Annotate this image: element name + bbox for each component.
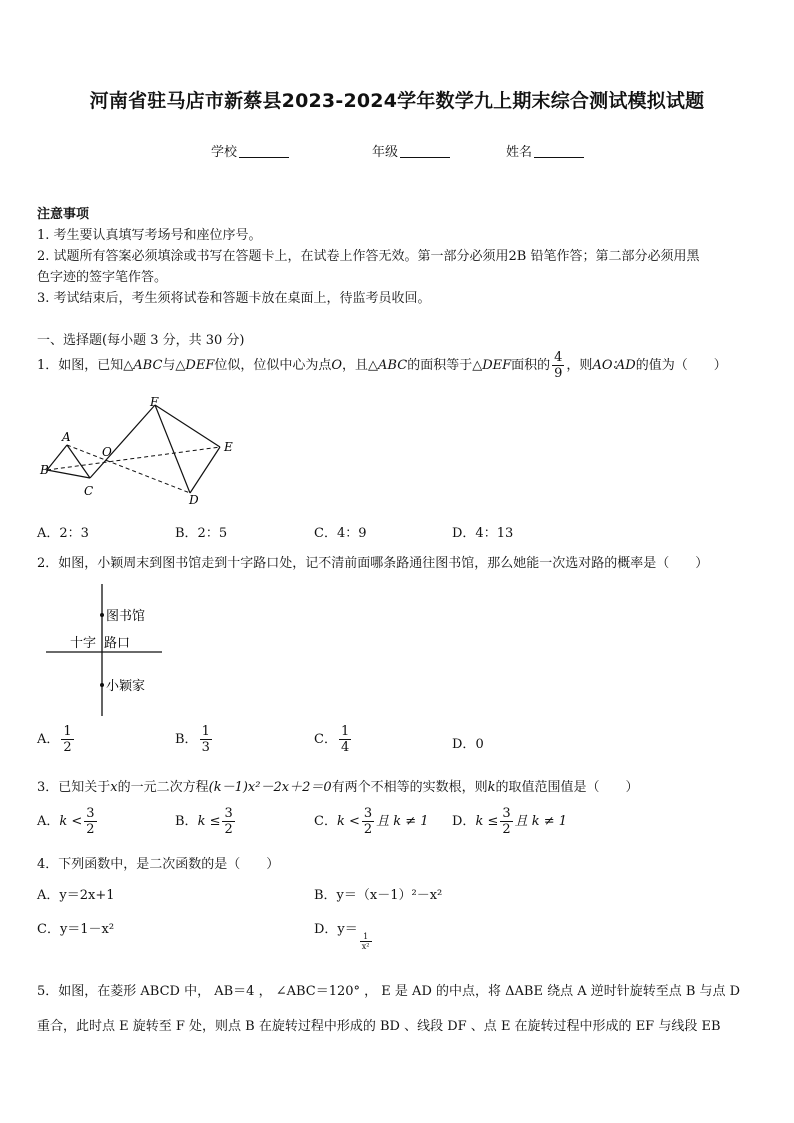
- note-3: 3. 考试结束后，考生须将试卷和答题卡放在桌面上，待监考员收回。: [37, 291, 431, 306]
- question-3: 3．已知关于x的一元二次方程(k－1)x²－2x＋2＝0有两个不相等的实数根，则k的取值范围值是（ ）: [37, 780, 639, 795]
- label-D: D: [189, 493, 199, 507]
- grade-field[interactable]: [372, 141, 450, 160]
- q1-option-a[interactable]: A．2：3: [37, 526, 89, 541]
- question-4: 4．下列函数中，是二次函数的是（ ）: [37, 857, 280, 872]
- q3-option-b[interactable]: B．k ≤ $\frac{3}{2}$: [175, 806, 233, 837]
- q2-option-a[interactable]: A． $\frac{1}{2}$: [37, 724, 72, 755]
- note-2: 2. 试题所有答案必须填涂或书写在答题卡上，在试卷上作答无效。第一部分必须用2B 铅笔作答；第二部分必须用黑: [37, 249, 700, 264]
- q4-option-c[interactable]: C．y＝1－x²: [37, 922, 115, 937]
- fraction-4-9: $\frac{4}{9}$: [554, 350, 563, 381]
- label-E: E: [224, 440, 233, 454]
- name-blank[interactable]: [534, 144, 584, 158]
- label-F: F: [150, 395, 159, 409]
- section-heading: 一、选择题(每小题 3 分，共 30 分): [37, 333, 245, 348]
- name-label: 姓名: [506, 145, 533, 160]
- label-A: A: [62, 430, 71, 444]
- q1-option-c[interactable]: C．4：9: [314, 526, 367, 541]
- q1-figure: [30, 390, 250, 510]
- question-5-line-2: 重合，此时点 E 旋转至 F 处，则点 B 在旋转过程中形成的 BD 、线段 DF 、点 E 在旋转过程中形成的 EF 与线段 EB: [37, 1019, 721, 1034]
- q4-option-a[interactable]: A．y＝2x+1: [37, 888, 115, 903]
- school-blank[interactable]: [239, 144, 289, 158]
- note-2-cont: 色字迹的签字笔作答。: [37, 270, 168, 285]
- name-field[interactable]: [506, 141, 584, 160]
- question-1: 1．如图，已知△ABC与△DEF位似，位似中心为点O，且△ABC的面积等于△DEF面积的 $\frac{4}{9}$ ，则AO∶AD的值为（ ）: [37, 350, 727, 381]
- label-C: C: [84, 484, 94, 498]
- q1-option-d[interactable]: D．4：13: [452, 526, 514, 541]
- note-1: 1. 考生要认真填写考场号和座位序号。: [37, 228, 262, 243]
- q2-option-b[interactable]: B． $\frac{1}{3}$: [175, 724, 210, 755]
- q3-option-c[interactable]: C．k < $\frac{3}{2}$ 且 k ≠ 1: [314, 806, 429, 837]
- crossroad-right-label: 路口: [104, 636, 131, 651]
- library-label: 图书馆: [106, 609, 146, 624]
- q3-option-d[interactable]: D．k ≤ $\frac{3}{2}$ 且 k ≠ 1: [452, 806, 568, 837]
- school-field[interactable]: [211, 141, 289, 160]
- q4-option-b[interactable]: B．y＝（x－1）²－x²: [314, 888, 443, 903]
- q1-option-b[interactable]: B．2：5: [175, 526, 228, 541]
- q4-option-d[interactable]: D．y＝ $\frac{1}{\text{x²}}$: [314, 922, 370, 951]
- question-5-line-1: 5．如图，在菱形 ABCD 中， AB＝4 ， ∠ABC＝120° ， E 是 AD 的中点，将 ΔABE 绕点 A 逆时针旋转至点 B 与点 D: [37, 984, 741, 999]
- q2-option-c[interactable]: C． $\frac{1}{4}$: [314, 724, 350, 755]
- q2-option-d[interactable]: D．0: [452, 737, 484, 752]
- page-title: 河南省驻马店市新蔡县2023-2024学年数学九上期末综合测试模拟试题: [89, 90, 705, 112]
- q3-option-a[interactable]: A．k < $\frac{3}{2}$: [37, 806, 95, 837]
- notes-heading: 注意事项: [37, 207, 90, 222]
- school-label: 学校: [211, 145, 238, 160]
- label-B: B: [40, 463, 49, 477]
- crossroad-left-label: 十字: [70, 636, 97, 651]
- grade-label: 年级: [372, 145, 399, 160]
- label-O: O: [102, 445, 112, 459]
- q2-figure: [40, 580, 200, 720]
- grade-blank[interactable]: [400, 144, 450, 158]
- home-label: 小颖家: [106, 679, 146, 694]
- question-2: 2．如图，小颖周末到图书馆走到十字路口处，记不清前面哪条路通往图书馆，那么她能一次选对路的概率是（ ）: [37, 556, 709, 571]
